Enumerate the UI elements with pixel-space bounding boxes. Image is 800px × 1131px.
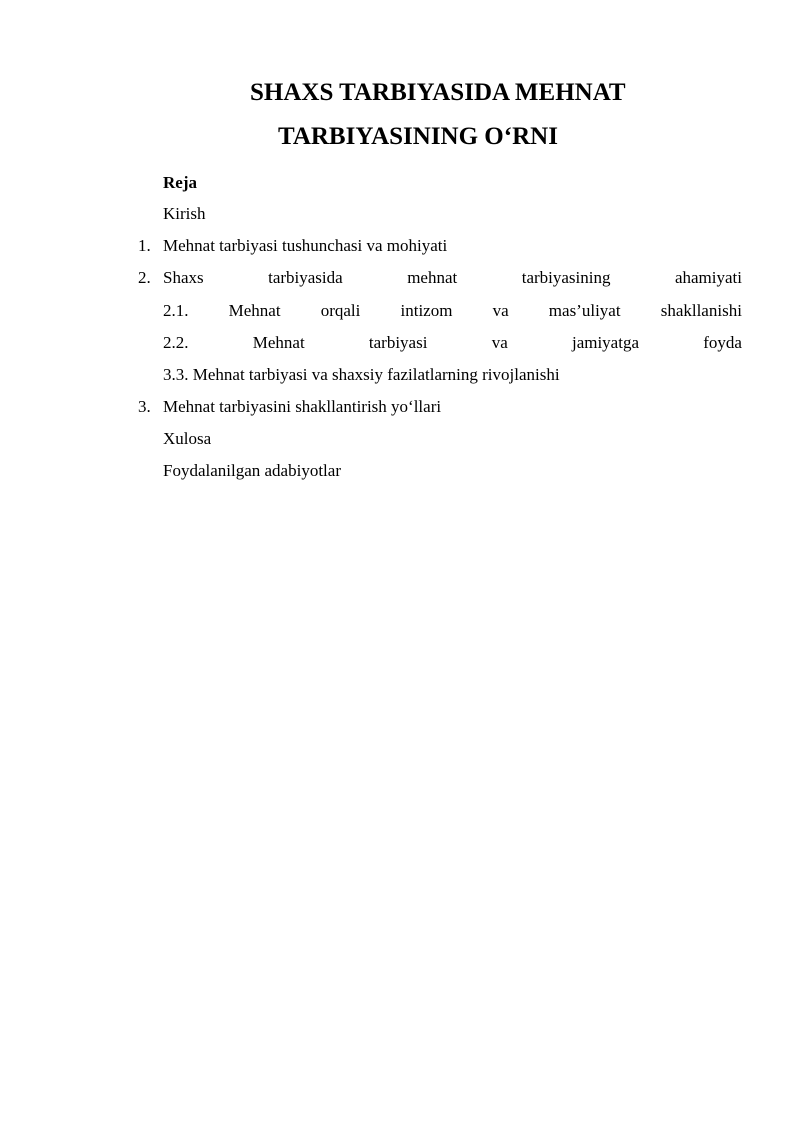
word: ahamiyati: [674, 268, 742, 287]
word: 2.2.: [163, 333, 189, 352]
plan-item-3-text: Mehnat tarbiyasini shakllantirish yo‘llari: [163, 397, 442, 416]
plan-subitem-2-2: [163, 334, 742, 351]
word: jamiyatga: [571, 333, 639, 352]
plan-heading: Reja: [163, 173, 197, 192]
word: Shaxs: [163, 268, 204, 287]
word: tarbiyasi: [368, 333, 428, 352]
word: va: [492, 301, 509, 320]
plan-subitem-3-3: 3.3. Mehnat tarbiyasi va shaxsiy fazilatlarning rivojlanishi: [163, 365, 560, 384]
plan-subitem-2-1: [163, 302, 742, 319]
word: 2.1.: [163, 301, 189, 320]
word: Mehnat: [252, 333, 305, 352]
plan-item-1-text: Mehnat tarbiyasi tushunchasi va mohiyati: [163, 236, 448, 255]
plan-item-3-number: 3.: [138, 397, 151, 416]
word: mehnat: [407, 268, 458, 287]
word: tarbiyasida: [268, 268, 343, 287]
plan-item-1-number: 1.: [138, 236, 151, 255]
document-title-line-1: SHAXS TARBIYASIDA MEHNAT: [250, 79, 626, 106]
word: intizom: [400, 301, 453, 320]
word: Mehnat: [228, 301, 281, 320]
word: orqali: [320, 301, 361, 320]
plan-conclusion: Xulosa: [163, 429, 212, 448]
document-title-line-2: TARBIYASINING O‘RNI: [278, 123, 558, 150]
plan-item-2-text: [163, 269, 742, 286]
word: tarbiyasining: [521, 268, 611, 287]
plan-intro: Kirish: [163, 204, 206, 223]
word: foyda: [703, 333, 742, 352]
plan-item-2-number: 2.: [138, 268, 151, 287]
plan-references: Foydalanilgan adabiyotlar: [163, 461, 341, 480]
word: va: [491, 333, 508, 352]
word: mas’uliyat: [548, 301, 621, 320]
word: shakllanishi: [660, 301, 742, 320]
